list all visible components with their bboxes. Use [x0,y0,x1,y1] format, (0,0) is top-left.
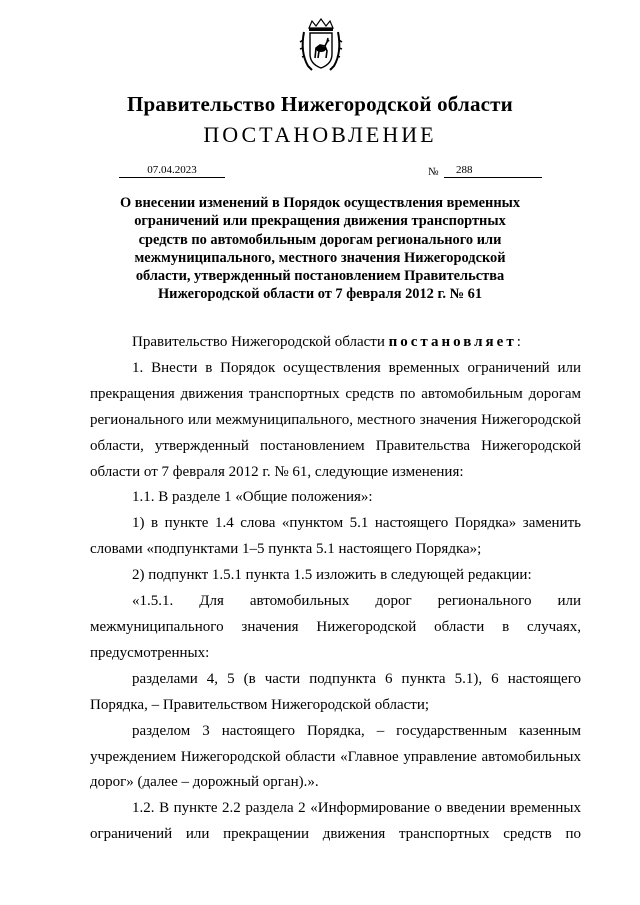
quote-sections-4-5-6: разделами 4, 5 (в части подпункта 6 пункта 5.1), 6 настоящего Порядка, – Правительством Нижегородской области; [90,670,581,713]
paragraph-1-1: 1.1. В разделе 1 «Общие положения»: [132,489,373,506]
number-sign: № [428,166,439,178]
quote-section-3: разделом 3 настоящего Порядка, – государственным казенным учреждением Нижегородской области «Главное управление автомобильных дорог» (далее – дорожный орган).». [90,722,581,791]
paragraph-1-1-2: 2) подпункт 1.5.1 пункта 1.5 изложить в следующей редакции: [132,567,532,584]
document-type: ПОСТАНОВЛЕНИЕ [203,122,437,147]
paragraph-1: 1. Внести в Порядок осуществления временных ограничений или прекращения движения транспортных средств по автомобильным дорогам регионального или межмуниципального, местного значения Нижегородской области, утвержденный постановлением Правительства Нижегородской области от 7 февраля 2012 г. № 61, следующие изменения: [90,359,581,480]
organization-name: Правительство Нижегородской области [127,92,513,116]
document-body [90,330,581,848]
preamble-text: Правительство Нижегородской области [132,334,389,350]
preamble-decree-word: постановляет [388,334,517,350]
coat-of-arms-icon [298,18,344,74]
preamble [90,330,581,356]
quote-1-5-1: «1.5.1. Для автомобильных дорог регионального или межмуниципального значения Нижегородской области в случаях, предусмотренных: [90,593,581,661]
preamble-colon: : [516,334,521,350]
document-title: О внесении изменений в Порядок осуществления временных ограничений или прекращения движения транспортных средств по автомобильным дорогам регионального или межмуниципального, местного значения Нижегородской области, утвержденный постановлением Правительства Нижегородской области от 7 февраля 2012 г. № 61 [119,195,521,303]
paragraph-1-2: 1.2. В пункте 2.2 раздела 2 «Информирование о введении временных ограничений или прекращении движения транспортных средств по [90,800,581,843]
document-number: 288 [444,164,542,178]
paragraph-1-1-1: 1) в пункте 1.4 слова «пунктом 5.1 настоящего Порядка» заменить словами «подпунктами 1–5 пункта 5.1 настоящего Порядка»; [90,515,581,558]
document-date: 07.04.2023 [119,164,225,178]
